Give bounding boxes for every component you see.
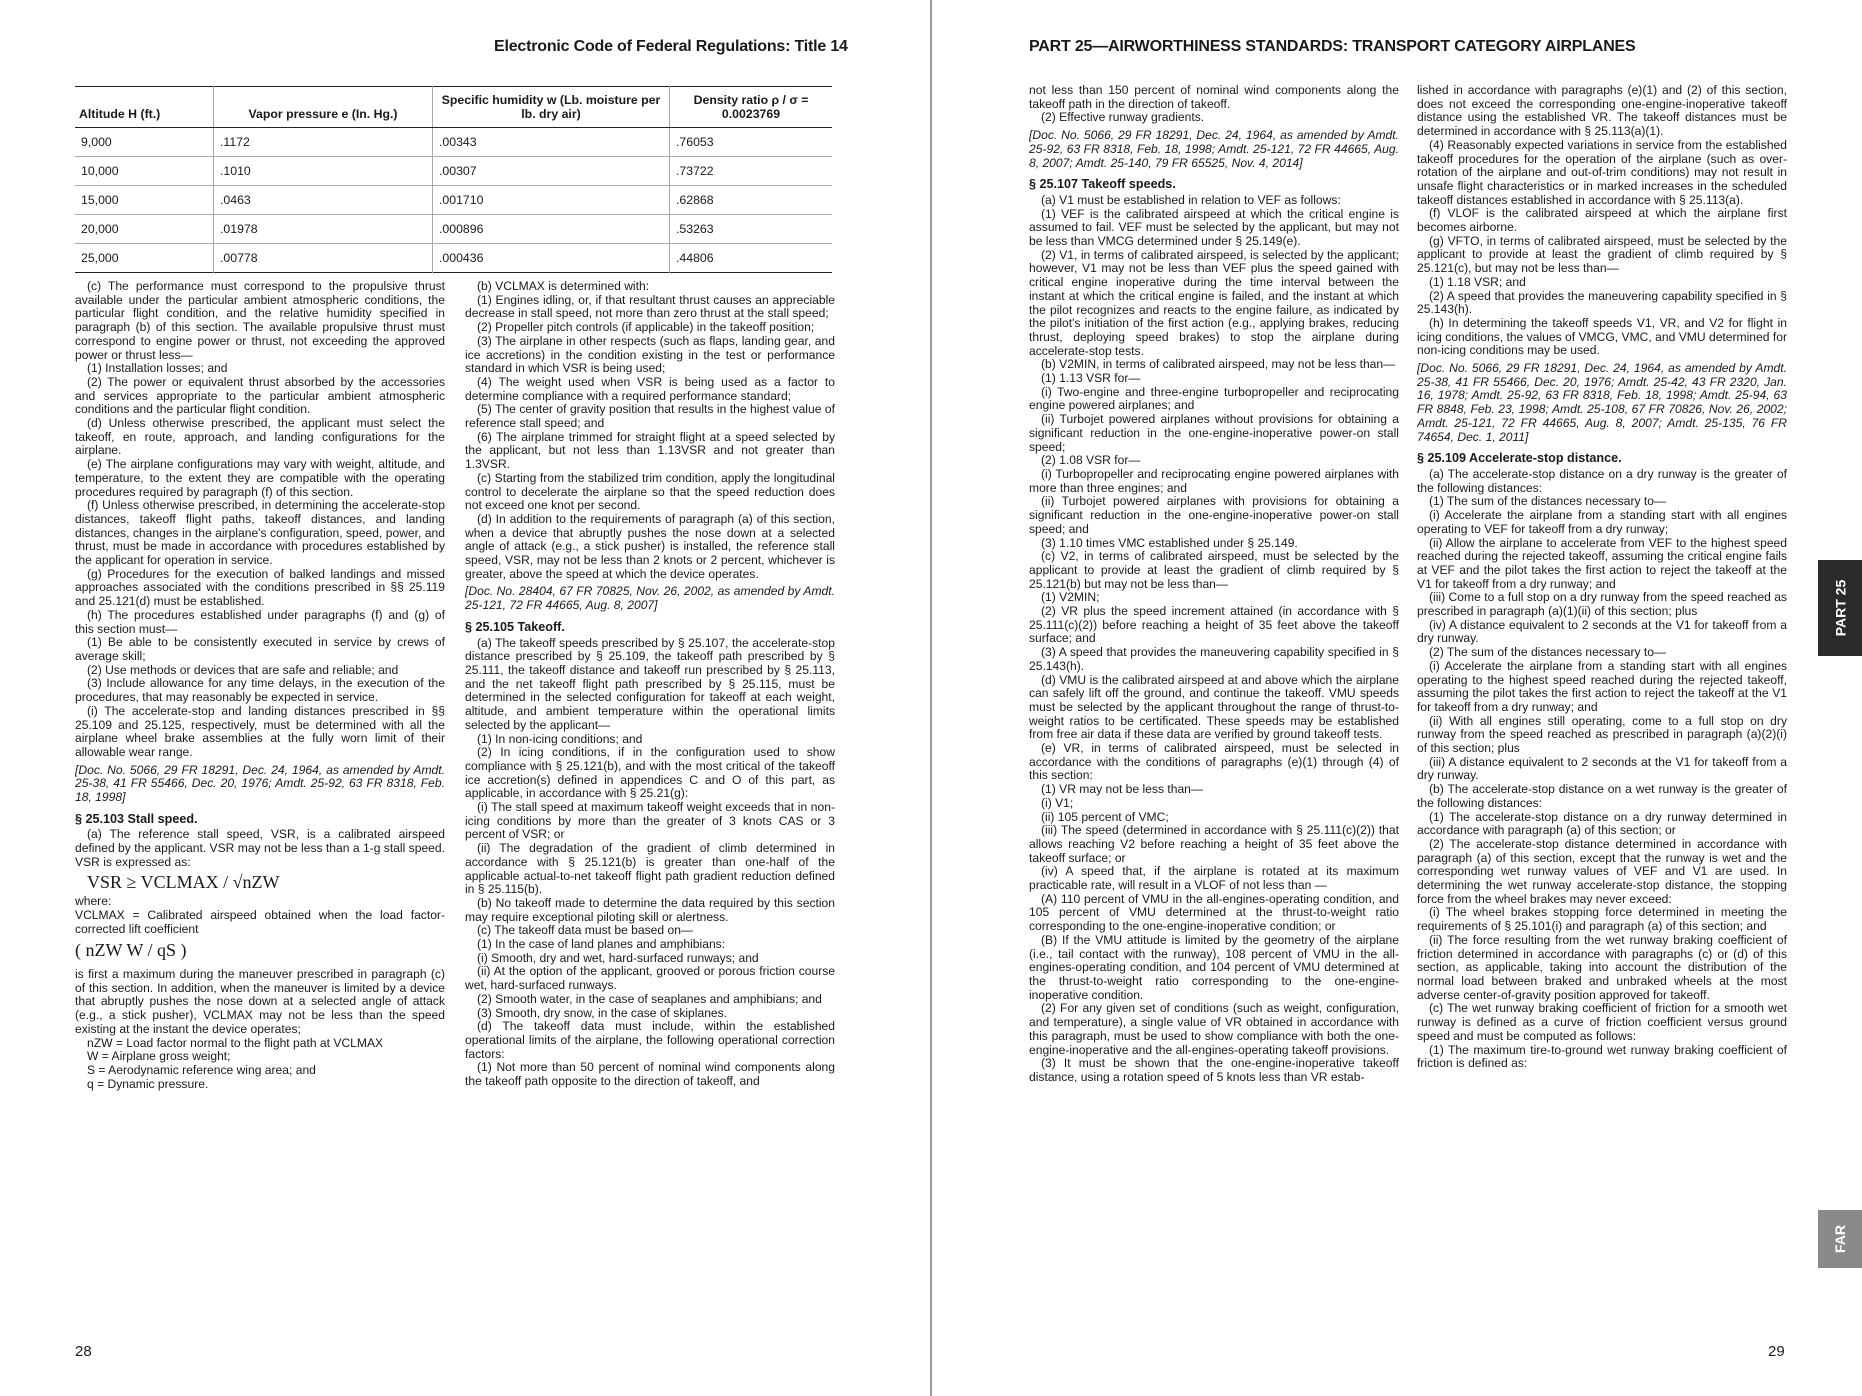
table-cell: 10,000 <box>75 157 214 186</box>
paragraph: (d) In addition to the requirements of paragraph (a) of this section, when a device that abruptly pushes the nose down at a selected angle of attack (e.g., a stick pusher) is installed, the reference stall speed, VSR, may not be less than 2 knots or 2 percent, whichever is greater, above the speed at which the device operates. <box>465 511 835 581</box>
vapor-table <box>75 86 832 273</box>
part-25-tab[interactable] <box>1818 560 1862 656</box>
paragraph: (a) V1 must be established in relation to VEF as follows: <box>1041 192 1341 207</box>
far-tab-label: FAR <box>1832 1225 1848 1253</box>
table-cell: .00778 <box>214 244 433 273</box>
paragraph: (ii) With all engines still operating, come to a full stop on dry runway from the speed reached as prescribed in paragraph (a)(2)(i) of this section; plus <box>1417 713 1787 756</box>
paragraph: W = Airplane gross weight; <box>87 1049 231 1064</box>
paragraph: (ii) At the option of the applicant, grooved or porous friction course wet, hard-surfaced runways. <box>465 964 835 993</box>
running-head-right: PART 25—AIRWORTHINESS STANDARDS: TRANSPORT CATEGORY AIRPLANES <box>1029 38 1636 55</box>
paragraph: (a) The reference stall speed, VSR, is a calibrated airspeed defined by the applicant. VSR may not be less than a 1-g stall speed. VSR is expressed as: <box>75 827 445 869</box>
paragraph: (f) VLOF is the calibrated airspeed at which the airplane first becomes airborne. <box>1417 206 1787 235</box>
table-row <box>75 128 832 157</box>
paragraph: (c) The performance must correspond to the propulsive thrust available under the particular ambient atmospheric conditions, the particular flight condition, and the relative humidity specified in paragraph (b) of this section. The available propulsive thrust must correspond to engine power or thrust, not exceeding the approved power or thrust less— <box>75 280 445 362</box>
citation: [Doc. No. 28404, 67 FR 70825, Nov. 26, 2002, as amended by Amdt. 25-121, 72 FR 44665, Aug. 8, 2007] <box>465 584 835 613</box>
paragraph: where: <box>75 894 112 909</box>
citation: [Doc. No. 5066, 29 FR 18291, Dec. 24, 1964, as amended by Amdt. 25-38, 41 FR 55466, Dec. 20, 1976; Amdt. 25-42, 43 FR 2320, Jan. 16, 1978; Amdt. 25-92, 63 FR 8318, Feb. 18, 1998; Amdt. 25-94, 63 FR 8848, Feb. 23, 1998; Amdt. 25-108, 67 FR 70826, Nov. 26, 2002; Amdt. 25-121, 72 FR 44665, Aug. 8, 2007; Amdt. 25-135, 76 FR 74654, Dec. 1, 2011] <box>1417 361 1787 444</box>
paragraph: (i) Accelerate the airplane from a standing start with all engines operating to VEF for takeoff from a dry runway; <box>1417 508 1787 536</box>
paragraph: (2) The power or equivalent thrust absorbed by the accessories and services appropriate to the particular ambient atmospheric conditions and the particular flight condition. <box>75 374 445 417</box>
right-page <box>932 0 1862 1396</box>
part-25-tab-label: PART 25 <box>1832 579 1849 637</box>
paragraph: (2) Effective runway gradients. <box>1041 110 1205 125</box>
paragraph: (b) No takeoff made to determine the data required by this section may require exceptional piloting skill or alertness. <box>465 895 835 924</box>
section-heading: § 25.107 Takeoff speeds. <box>1029 177 1176 192</box>
paragraph: (1) VEF is the calibrated airspeed at which the critical engine is assumed to fail. VEF must be selected by the applicant, but may not be less than VMCG determined under § 25.149(e). <box>1029 206 1399 249</box>
paragraph: (c) V2, in terms of calibrated airspeed, must be selected by the applicant to provide at least the gradient of climb required by § 25.121(b) but may not be less than— <box>1029 549 1399 591</box>
paragraph: (i) The wheel brakes stopping force determined in meeting the requirements of § 25.101(i) and paragraph (a) of this section; and <box>1417 905 1787 934</box>
paragraph: (i) Turbopropeller and reciprocating engine powered airplanes with more than three engines; and <box>1029 466 1399 495</box>
table-row <box>75 186 832 215</box>
paragraph: (g) VFTO, in terms of calibrated airspeed, must be selected by the applicant to provide at least the gradient of climb required by § 25.121(c), but may not be less than— <box>1417 233 1787 276</box>
right-column-2 <box>1417 84 1787 1324</box>
paragraph: (2) Smooth water, in the case of seaplanes and amphibians; and <box>477 991 822 1006</box>
citation: [Doc. No. 5066, 29 FR 18291, Dec. 24, 1964, as amended by Amdt. 25-38, 41 FR 55466, Dec. 20, 1976; Amdt. 25-92, 63 FR 8318, Feb. 18, 1998] <box>75 762 445 805</box>
paragraph: (1) V2MIN; <box>1041 590 1100 605</box>
paragraph: (f) Unless otherwise prescribed, in determining the accelerate-stop distances, takeoff flight paths, takeoff distances, and landing distances, changes in the airplane's configuration, speed, power, and thrust, must be made in accordance with procedures established by the applicant for operation in service. <box>75 498 445 568</box>
stall-speed-formula: VSR ≥ VCLMAX / √nZW <box>87 871 280 892</box>
paragraph: (1) In non-icing conditions; and <box>477 731 643 746</box>
paragraph: (d) The takeoff data must include, within the established operational limits of the airplane, the following operational correction factors: <box>465 1019 835 1061</box>
paragraph: (2) For any given set of conditions (such as weight, configuration, and temperature), a single value of VR obtained in accordance with this paragraph, must be used to show compliance with both the one-engine-inoperative and the all-engines-operating takeoff provisions. <box>1029 1001 1399 1057</box>
left-page <box>0 0 930 1396</box>
table-cell: 25,000 <box>75 244 214 273</box>
paragraph: (3) Include allowance for any time delays, in the execution of the procedures, that may reasonably be expected in service. <box>75 676 445 705</box>
table-cell: .0463 <box>214 186 433 215</box>
paragraph: (3) It must be shown that the one-engine-inoperative takeoff distance, using a rotation speed of 5 knots less than VR estab- <box>1029 1056 1399 1084</box>
paragraph: (iii) The speed (determined in accordance with § 25.111(c)(2)) that allows reaching V2 before reaching a height of 35 feet above the takeoff surface; or <box>1029 823 1399 865</box>
table-row <box>75 215 832 244</box>
table-header: Specific humidity w (Lb. moisture per lb. dry air) <box>433 87 670 128</box>
paragraph: (iv) A distance equivalent to 2 seconds at the V1 for takeoff from a dry runway. <box>1417 617 1787 646</box>
load-factor-formula: ( nZW W / qS ) <box>75 940 187 961</box>
paragraph: (a) The takeoff speeds prescribed by § 25.107, the accelerate-stop distance prescribed by § 25.109, the takeoff path prescribed by § 25.111, the takeoff distance and takeoff run prescribed by § 25.113, and the net takeoff flight path prescribed by § 25.115, must be determined in the selected configuration for takeoff at each weight, altitude, and ambient temperature within the operational limits selected by the applicant— <box>465 635 835 732</box>
table-header-row <box>75 87 832 128</box>
paragraph: (1) VR may not be less than— <box>1041 782 1203 797</box>
table-cell: .73722 <box>670 157 833 186</box>
paragraph: (ii) The force resulting from the wet runway braking coefficient of friction determined in accordance with paragraphs (c) or (d) of this section, as applicable, taking into account the distribution of the normal load between braked and unbraked wheels at the most adverse center-of-gravity position approved for takeoff. <box>1417 932 1787 1002</box>
paragraph: (4) Reasonably expected variations in service from the established takeoff procedures for the operation of the airplane (such as over-rotation of the airplane and out-of-trim conditions) may not result in unsafe flight characteristics or in marked increases in the scheduled takeoff distances established in accordance with § 25.113(a). <box>1417 137 1787 207</box>
paragraph: (iii) A distance equivalent to 2 seconds at the V1 for takeoff from a dry runway. <box>1417 754 1787 783</box>
paragraph: (i) Smooth, dry and wet, hard-surfaced runways; and <box>477 950 759 965</box>
paragraph: (e) VR, in terms of calibrated airspeed, must be selected in accordance with the conditions of paragraphs (e)(1) through (4) of this section: <box>1029 741 1399 783</box>
paragraph: (c) The takeoff data must be based on— <box>477 923 694 938</box>
paragraph: (2) VR plus the speed increment attained (in accordance with § 25.111(c)(2)) before reaching a height of 35 feet above the takeoff surface; and <box>1029 604 1399 646</box>
paragraph: (A) 110 percent of VMU in the all-engines-operating condition, and 105 percent of VMU determined at the thrust-to-weight ratio corresponding to the one-engine-inoperative condition; or <box>1029 891 1399 934</box>
paragraph: (i) Two-engine and three-engine turbopropeller and reciprocating engine powered airplanes; and <box>1029 384 1399 413</box>
running-head-left: Electronic Code of Federal Regulations: Title 14 <box>494 38 848 55</box>
paragraph: S = Aerodynamic reference wing area; and <box>87 1062 316 1077</box>
paragraph: is first a maximum during the maneuver prescribed in paragraph (c) of this section. In addition, when the maneuver is limited by a device that abruptly pushes the nose down at a selected angle of attack (e.g., a stick pusher), VCLMAX may not be less than the speed existing at the instant the device operates; <box>75 967 445 1036</box>
table-cell: .00343 <box>433 128 670 157</box>
paragraph: (2) Propeller pitch controls (if applicable) in the takeoff position; <box>477 320 815 335</box>
paragraph: (2) A speed that provides the maneuvering capability specified in § 25.143(h). <box>1417 288 1787 317</box>
paragraph: (ii) 105 percent of VMC; <box>1041 809 1169 824</box>
paragraph: (h) The procedures established under paragraphs (f) and (g) of this section must— <box>75 607 445 636</box>
table-cell: .44806 <box>670 244 833 273</box>
paragraph: (1) The accelerate-stop distance on a dry runway determined in accordance with paragraph (a) of this section; or <box>1417 809 1787 838</box>
table-cell: .76053 <box>670 128 833 157</box>
paragraph: (1) Not more than 50 percent of nominal wind components along the takeoff path opposite to the direction of takeoff, and <box>465 1060 835 1089</box>
far-tab[interactable] <box>1818 1210 1862 1268</box>
paragraph: (2) 1.08 VSR for— <box>1041 453 1141 468</box>
table-cell: .000436 <box>433 244 670 273</box>
paragraph: (2) In icing conditions, if in the configuration used to show compliance with § 25.121(b), and with the most critical of the takeoff ice accretion(s) defined in appendices C and O of this part, as applicable, in accordance with § 25.21(g): <box>465 745 835 801</box>
paragraph: (1) The sum of the distances necessary to— <box>1429 494 1667 509</box>
page-number-left: 28 <box>75 1343 92 1360</box>
paragraph: (6) The airplane trimmed for straight flight at a speed selected by the applicant, but not less than 1.13VSR and not greater than 1.3VSR. <box>465 429 835 472</box>
paragraph: (2) Use methods or devices that are safe and reliable; and <box>87 662 399 677</box>
table-header: Density ratio ρ / σ = 0.0023769 <box>670 87 833 128</box>
paragraph: (1) Installation losses; and <box>87 361 228 376</box>
paragraph: (a) The accelerate-stop distance on a dry runway is the greater of the following distances: <box>1417 466 1787 495</box>
paragraph: (5) The center of gravity position that results in the highest value of reference stall speed; and <box>465 402 835 431</box>
table-cell: .001710 <box>433 186 670 215</box>
table-row <box>75 244 832 273</box>
paragraph: lished in accordance with paragraphs (e)(1) and (2) of this section, does not exceed the corresponding one-engine-inoperative takeoff distance using the established VR. The takeoff distances must be determined in accordance with § 25.113(a)(1). <box>1417 84 1787 139</box>
paragraph: (1) Engines idling, or, if that resultant thrust causes an appreciable decrease in stall speed, not more than zero thrust at the stall speed; <box>465 292 835 321</box>
table-cell: 15,000 <box>75 186 214 215</box>
paragraph: (1) The maximum tire-to-ground wet runway braking coefficient of friction is defined as: <box>1417 1042 1787 1071</box>
citation: [Doc. No. 5066, 29 FR 18291, Dec. 24, 1964, as amended by Amdt. 25-92, 63 FR 8318, Feb. 18, 1998; Amdt. 25-121, 72 FR 44665, Aug. 8, 2007; Amdt. 25-140, 79 FR 65525, Nov. 4, 2014] <box>1029 128 1399 170</box>
paragraph: (4) The weight used when VSR is being used as a factor to determine compliance with a required performance standard; <box>465 374 835 403</box>
page-number-right: 29 <box>1768 1343 1785 1360</box>
paragraph: (g) Procedures for the execution of balked landings and missed approaches associated with the conditions prescribed in §§ 25.119 and 25.121(d) must be established. <box>75 566 445 609</box>
table-cell: .00307 <box>433 157 670 186</box>
paragraph: (iv) A speed that, if the airplane is rotated at its maximum practicable rate, will result in a VLOF of not less than — <box>1029 864 1399 893</box>
table-cell: .1172 <box>214 128 433 157</box>
paragraph: (ii) Allow the airplane to accelerate from VEF to the highest speed reached during the rejected takeoff, assuming the critical engine fails at VEF and the pilot takes the first action to reject the takeoff at the V1 for takeoff from a dry runway; and <box>1417 535 1787 591</box>
table-header: Altitude H (ft.) <box>75 87 214 128</box>
paragraph: (d) Unless otherwise prescribed, the applicant must select the takeoff, en route, approach, and landing configurations for the airplane. <box>75 416 445 458</box>
paragraph: (b) The accelerate-stop distance on a wet runway is the greater of the following distances: <box>1417 782 1787 810</box>
paragraph: (h) In determining the takeoff speeds V1, VR, and V2 for flight in icing conditions, the values of VMCG, VMC, and VMU determined for non-icing conditions may be used. <box>1417 315 1787 358</box>
paragraph: not less than 150 percent of nominal wind components along the takeoff path in the direction of takeoff. <box>1029 84 1399 111</box>
table-cell: .000896 <box>433 215 670 244</box>
paragraph: (ii) Turbojet powered airplanes with provisions for obtaining a significant reduction in the one-engine-inoperative power-on stall speed; and <box>1029 494 1399 536</box>
paragraph: (i) The stall speed at maximum takeoff weight exceeds that in non-icing conditions by more than the greater of 3 knots CAS or 3 percent of VSR; or <box>465 800 835 842</box>
paragraph: (ii) Turbojet powered airplanes without provisions for obtaining a significant reduction in the one-engine-inoperative power-on stall speed; <box>1029 412 1399 454</box>
left-column-2 <box>465 280 835 1320</box>
paragraph: (1) Be able to be consistently executed in service by crews of average skill; <box>75 635 445 663</box>
paragraph: (b) V2MIN, in terms of calibrated airspeed, may not be less than— <box>1041 357 1396 372</box>
paragraph: (3) A speed that provides the maneuvering capability specified in § 25.143(h). <box>1029 645 1399 673</box>
paragraph: (1) In the case of land planes and amphibians: <box>477 937 726 952</box>
paragraph: (B) If the VMU attitude is limited by the geometry of the airplane (i.e., tail contact with the runway), 108 percent of VMU in the all-engines-operating condition, and 104 percent of VMU determined at the thrust-to-weight ratio corresponding to the one-engine-inoperative condition. <box>1029 932 1399 1002</box>
paragraph: (3) 1.10 times VMC established under § 25.149. <box>1041 535 1298 550</box>
table-row <box>75 157 832 186</box>
paragraph: VCLMAX = Calibrated airspeed obtained when the load factor-corrected lift coefficient <box>75 907 445 936</box>
paragraph: (2) V1, in terms of calibrated airspeed, is selected by the applicant; however, V1 may not be less than VEF plus the speed gained with critical engine inoperative during the time interval between the instant at which the critical engine is failed, and the instant at which the pilot recognizes and reacts to the engine failure, as indicated by the pilot's initiation of the first action (e.g., applying brakes, reducing thrust, deploying speed brakes) to stop the airplane during accelerate-stop tests. <box>1029 247 1399 358</box>
paragraph: (c) The wet runway braking coefficient of friction for a smooth wet runway is defined as a curve of friction coefficient versus ground speed and must be computed as follows: <box>1417 1001 1787 1043</box>
paragraph: (iii) Come to a full stop on a dry runway from the speed reached as prescribed in paragraph (a)(1)(ii) of this section; plus <box>1417 590 1787 619</box>
paragraph: (d) VMU is the calibrated airspeed at and above which the airplane can safely lift off the ground, and continue the takeoff. VMU speeds must be selected by the applicant throughout the range of thrust-to-weight ratios to be certificated. These speeds may be established from free air data if these data are verified by ground takeoff tests. <box>1029 672 1399 742</box>
paragraph: (2) The sum of the distances necessary to— <box>1429 645 1667 660</box>
paragraph: (i) V1; <box>1041 795 1074 810</box>
right-column-1 <box>1029 84 1399 1324</box>
paragraph: (c) Starting from the stabilized trim condition, apply the longitudinal control to decelerate the airplane so that the speed reduction does not exceed one knot per second. <box>465 470 835 513</box>
paragraph: (b) VCLMAX is determined with: <box>477 280 650 293</box>
paragraph: (1) 1.13 VSR for— <box>1041 371 1141 386</box>
table-header: Vapor pressure e (In. Hg.) <box>214 87 433 128</box>
table-cell: 20,000 <box>75 215 214 244</box>
paragraph: (i) The accelerate-stop and landing distances prescribed in §§ 25.109 and 25.125, respectively, must be determined with all the airplane wheel brake assemblies at the fully worn limit of their allowable wear range. <box>75 703 445 759</box>
paragraph: q = Dynamic pressure. <box>87 1076 209 1091</box>
table-cell: .1010 <box>214 157 433 186</box>
paragraph: (ii) The degradation of the gradient of climb determined in accordance with § 25.121(b) is greater than one-half of the applicable actual-to-net takeoff flight path gradient reduction defined in § 25.115(b). <box>465 841 835 897</box>
table-cell: .01978 <box>214 215 433 244</box>
table-cell: .62868 <box>670 186 833 215</box>
section-heading: § 25.105 Takeoff. <box>465 619 565 634</box>
section-heading: § 25.109 Accelerate-stop distance. <box>1417 451 1622 466</box>
paragraph: (i) Accelerate the airplane from a standing start with all engines operating to the highest speed reached during the rejected takeoff, assuming the pilot takes the first action to reject the takeoff at the V1 for takeoff from a dry runway; and <box>1417 658 1787 714</box>
paragraph: (3) The airplane in other respects (such as flaps, landing gear, and ice accretions) in the condition existing in the test or performance standard in which VSR is being used; <box>465 333 835 376</box>
left-column-1 <box>75 280 445 1320</box>
table-cell: .53263 <box>670 215 833 244</box>
table-cell: 9,000 <box>75 128 214 157</box>
paragraph: (2) The accelerate-stop distance determined in accordance with paragraph (a) of this section, except that the runway is wet and the corresponding wet runway values of VEF and V1 are used. In determining the wet runway accelerate-stop distance, the stopping force from the wheel brakes may never exceed: <box>1417 836 1787 906</box>
section-heading: § 25.103 Stall speed. <box>75 811 198 826</box>
paragraph: (3) Smooth, dry snow, in the case of skiplanes. <box>477 1005 728 1020</box>
paragraph: (1) 1.18 VSR; and <box>1429 274 1526 289</box>
paragraph: (e) The airplane configurations may vary with weight, altitude, and temperature, to the extent they are compatible with the operating procedures required by paragraph (f) of this section. <box>75 457 445 499</box>
paragraph: nZW = Load factor normal to the flight path at VCLMAX <box>87 1035 384 1050</box>
